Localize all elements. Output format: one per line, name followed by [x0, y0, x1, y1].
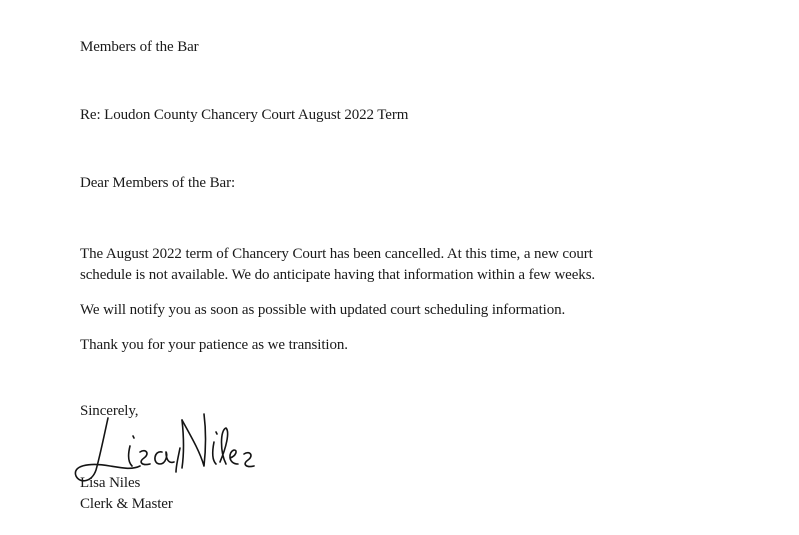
- addressee-line: Members of the Bar: [80, 39, 199, 55]
- signer-title: Clerk & Master: [80, 496, 173, 512]
- subject-line: Re: Loudon County Chancery Court August 2022 Term: [80, 107, 409, 123]
- salutation: Dear Members of the Bar:: [80, 175, 236, 191]
- closing: Sincerely,: [80, 403, 139, 419]
- signer-name: Lisa Niles: [80, 475, 141, 491]
- body-paragraph-3: Thank you for your patience as we transition.: [80, 337, 348, 353]
- body-paragraph-1-line-1: The August 2022 term of Chancery Court has been cancelled. At this time, a new court: [80, 246, 593, 262]
- body-paragraph-1-line-2: schedule is not available. We do anticipate having that information within a few weeks.: [80, 267, 596, 283]
- body-paragraph-2: We will notify you as soon as possible with updated court scheduling information.: [80, 302, 566, 318]
